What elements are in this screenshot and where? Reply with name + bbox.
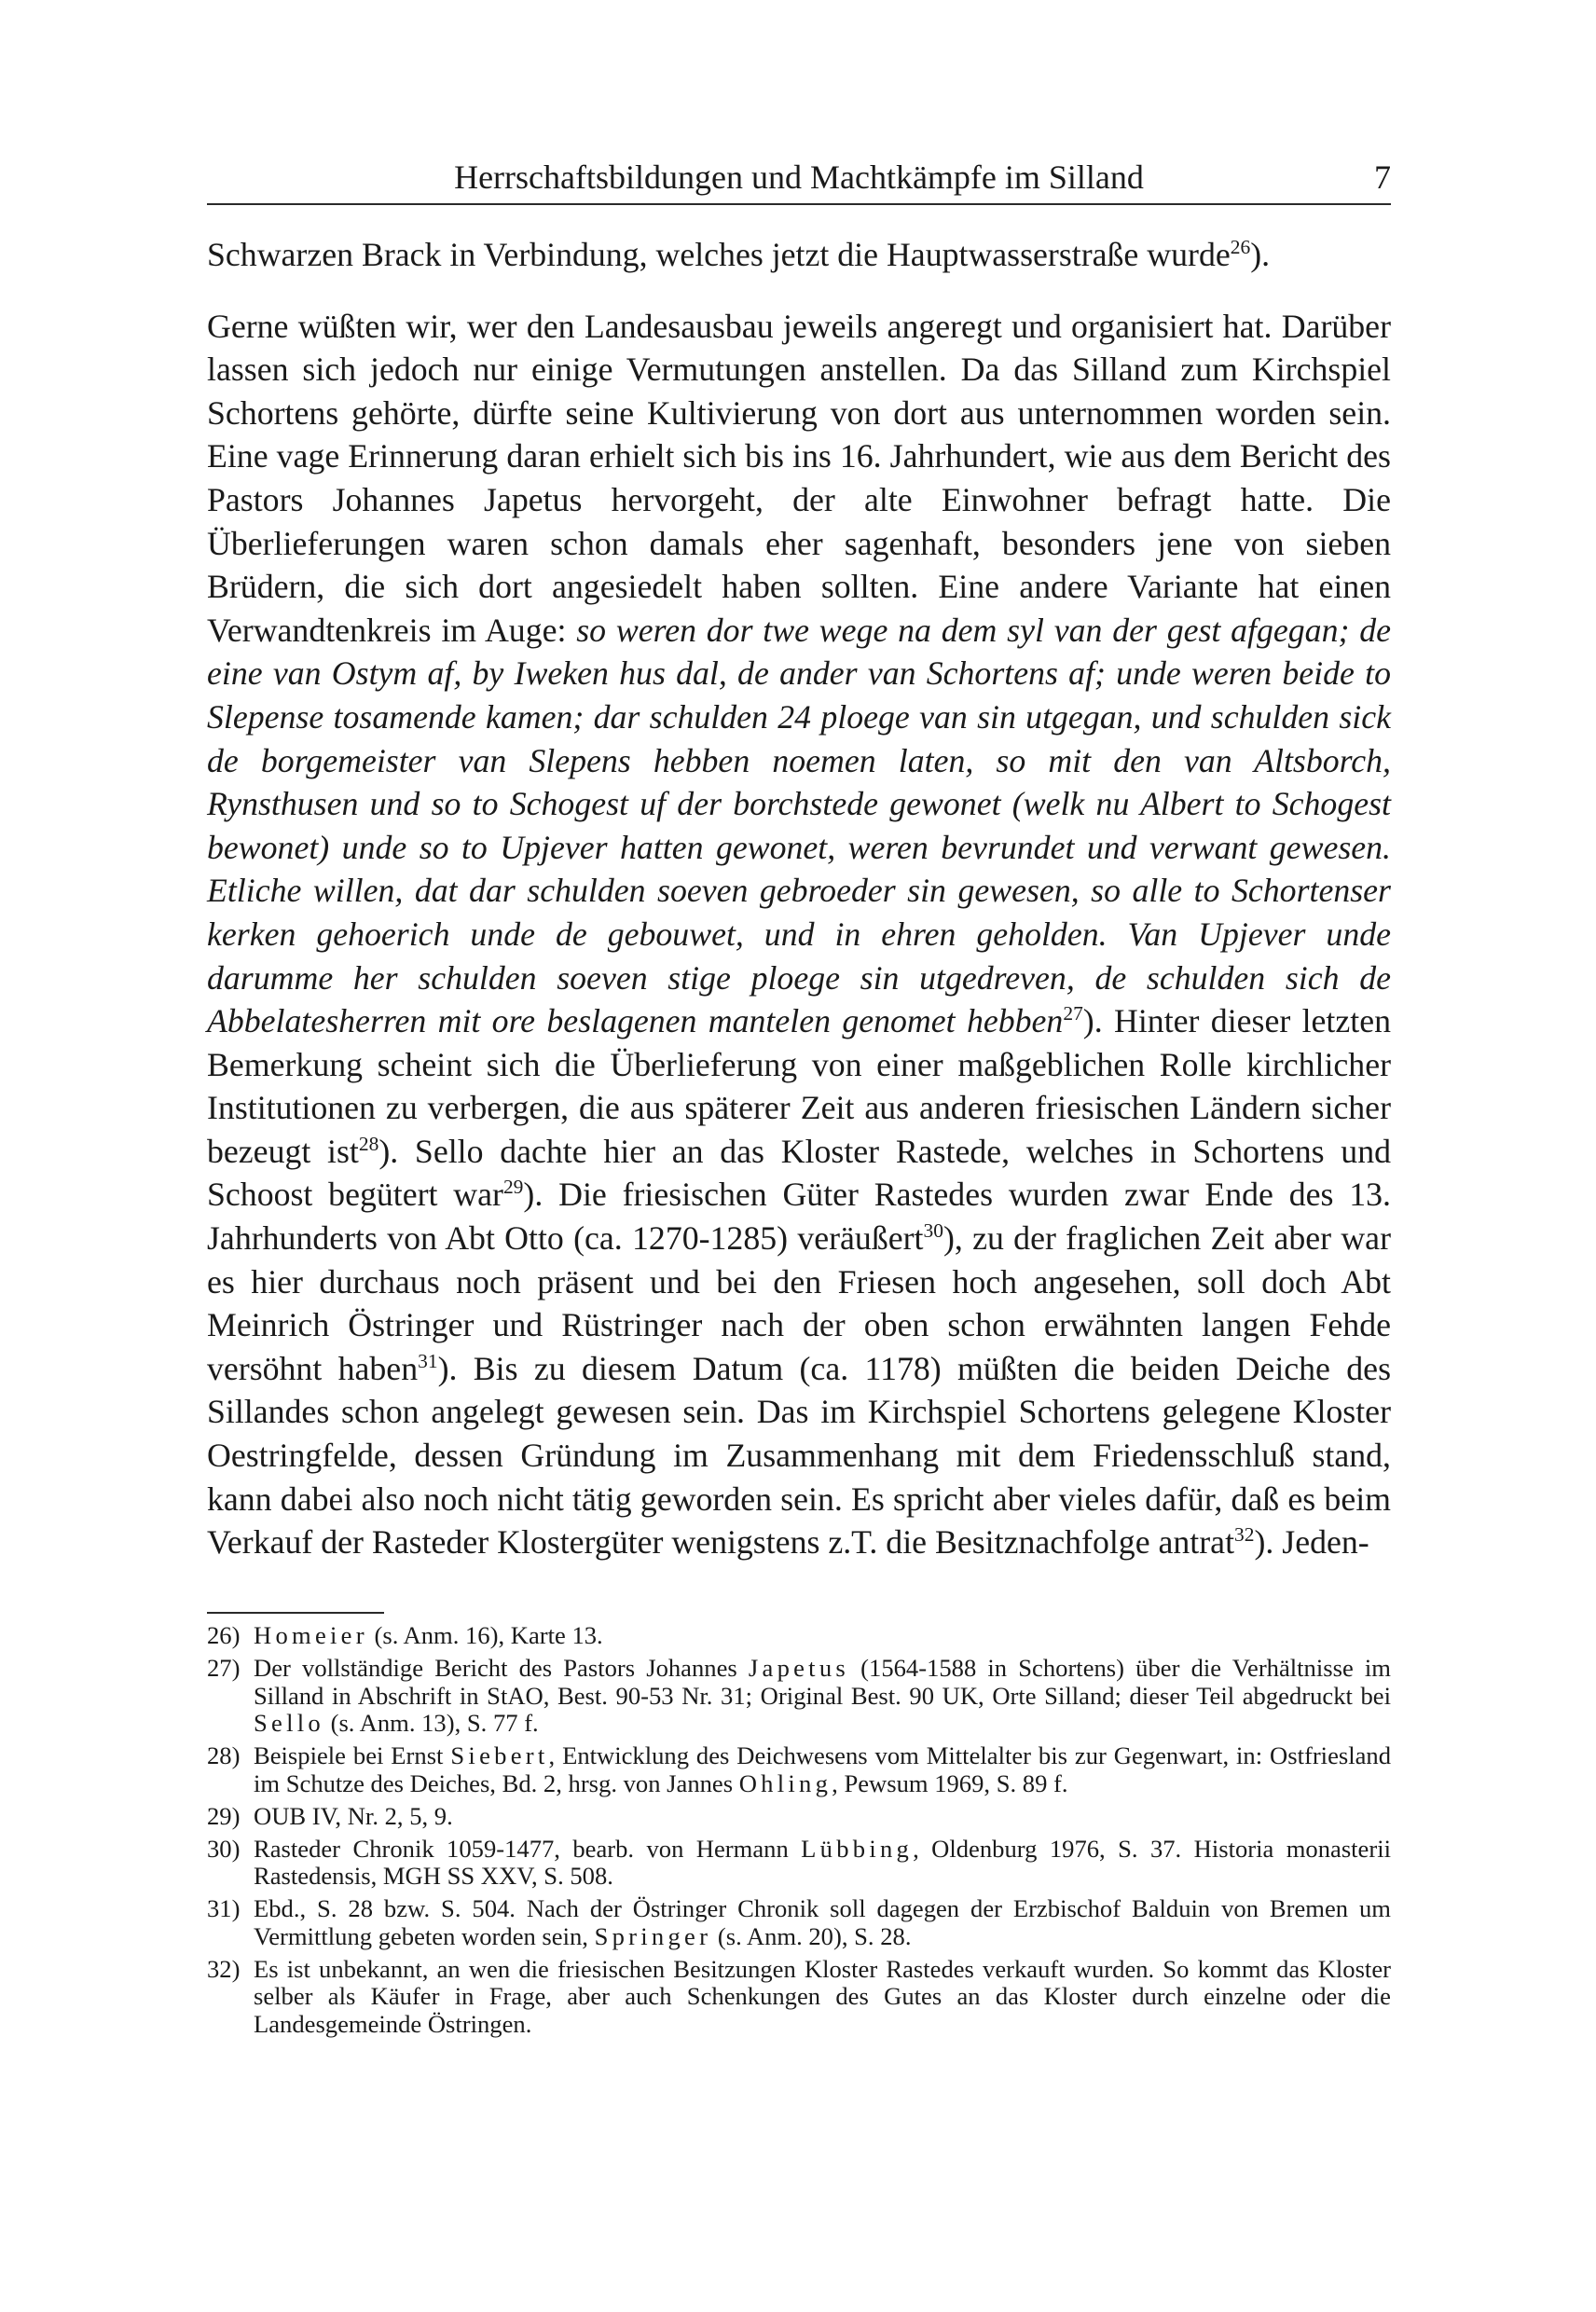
footnote-ref-30[interactable]: 30 — [923, 1219, 943, 1243]
footnote-number: 31) — [207, 1894, 241, 1922]
footnote-number: 28) — [207, 1741, 241, 1769]
author-name: Siebert — [450, 1741, 549, 1769]
footnote-28: 28) Beispiele bei Ernst Siebert, Entwicklung des Deichwesens vom Mittelalter bis zur Gegenwart, in: Ostfriesland im Schutze des Deiches, Bd. 2, hrsg. von Jannes Ohling, Pewsum 1969, S. 89 f. — [207, 1741, 1392, 1797]
author-name: Japetus — [748, 1654, 849, 1682]
paragraph-1: Schwarzen Brack in Verbindung, welches jetzt die Hauptwasserstraße wurde$^{26}$). — [207, 236, 1271, 273]
page-number: 7 — [1374, 158, 1391, 196]
paragraph-2: Gerne wüßten wir, wer den Landesausbau jeweils angeregt und organisiert hat. Darüber lassen sich jedoch nur einige Vermutungen anstellen. Da das Silland zum Kirchspiel Schortens gehörte, dürfte seine Kultivierung von dort aus unternommen worden sein. Eine vage Erinnerung daran erhielt sich bis ins 16. Jahrhundert, wie aus dem Bericht des Pastors Johannes Japetus hervorgeht, der alte Einwohner befragt hatte. Die Überlieferungen waren schon damals eher sagenhaft, besonders jene von sieben Brüdern, die sich dort angesiedelt haben sollten. Eine andere Variante hat einen Verwandtenkreis im Auge: so weren dor twe wege na dem syl van der gest afgegan; de eine van Ostym af, by Iweken hus dal, de ander van Schortens af; unde weren beide to Slepense tosamende kamen; dar schulden 24 ploege van sin utgegan, und schulden sick de borgemeister van Slepens hebben noemen laten, so mit den van Altsborch, Rynsthusen und so to Schogest uf der borchstede gewonet (welk nu Albert to Schogest bewonet) unde so to Upjever hatten gewonet, weren bevrundet und verwant gewesen. Etliche willen, dat dar schulden soeven gebroeder sin gewesen, so alle to Schortenser kerken gehoerich unde de gebouwet, und in ehren geholden. Van Upjever unde darumme her schulden soeven stige ploege sin utgedreven, de schulden sich de Abbelatesherren mit ore beslagenen mantelen genomet hebben$^{27}$). Hinter dieser letzten Bemerkung scheint sich die Überlieferung von einer maßgeblichen Rolle kirchlicher Institutionen zu verbergen, die aus späterer Zeit aus anderen friesischen Ländern sicher bezeugt ist$^{28}$). Sello dachte hier an das Kloster Rastede, welches in Schortens und Schoost begütert war$^{29}$). Die friesischen Güter Rastedes wurden zwar Ende des 13. Jahrhunderts von Abt Otto (ca. 1270-1285) veräußert$^{30}$), zu der fraglichen Zeit aber war es hier durchaus noch präsent und bei den Friesen hoch angesehen, soll doch Abt Meinrich Östringer und Rüstringer nach der oben schon erwähnten langen Fehde versöhnt haben$^{31}$). Bis zu diesem Datum (ca. 1178) müßten die beiden Deiche des Sillandes schon angelegt gewesen sein. Das im Kirchspiel Schortens gelegene Kloster Oestringfelde, dessen Gründung im Zusammenhang mit dem Friedensschluß stand, kann dabei also noch nicht tätig geworden sein. Es spricht aber vieles dafür, daß es beim Verkauf der Rasteder Klostergüter wenigstens z.T. die Besitznachfolge antrat$^{32}$). Jeden- — [207, 307, 1392, 1562]
footnote-32: 32) Es ist unbekannt, an wen die friesischen Besitzungen Kloster Rastedes verkauft wurden. So kommt das Kloster selber als Käufer in Frage, aber auch Schenkungen des Gutes an das Kloster durch einzelne oder die Landesgemeinde Östringen. — [207, 1954, 1391, 2038]
footnote-31: 31) Ebd., S. 28 bzw. S. 504. Nach der Östringer Chronik soll dagegen der Erzbischof Balduin von Bremen um Vermittlung gebeten worden sein, Springer (s. Anm. 20), S. 28. — [207, 1894, 1391, 1950]
footnote-ref-31[interactable]: 31 — [418, 1349, 438, 1372]
footnote-26: 26) Homeier (s. Anm. 16), Karte 13. — [207, 1621, 603, 1649]
author-name: Homeier — [254, 1621, 368, 1649]
running-head: Herrschaftsbildungen und Machtkämpfe im Silland — [454, 158, 1144, 196]
author-name: Lübbing — [801, 1834, 914, 1863]
footnote-number: 26) — [207, 1621, 241, 1649]
footnote-number: 29) — [207, 1801, 241, 1830]
footnote-27: 27) Der vollständige Bericht des Pastors Johannes Japetus (1564-1588 in Schortens) über die Verhältnisse im Silland in Abschrift in StAO, Best. 90-53 Nr. 31; Original Best. 90 UK, Orte Silland; dieser Teil abgedruckt bei Sello (s. Anm. 13), S. 77 f. — [207, 1654, 1391, 1737]
footnote-ref-32[interactable]: 32 — [1234, 1523, 1255, 1547]
footnote-ref-26[interactable]: 26 — [1230, 236, 1251, 259]
footnote-29: 29) OUB IV, Nr. 2, 5, 9. — [207, 1801, 453, 1830]
footnote-ref-27[interactable]: 27 — [1063, 1002, 1083, 1025]
footnote-number: 32) — [207, 1954, 241, 1983]
footnotes — [207, 1622, 1391, 2044]
author-name: Sello — [254, 1709, 324, 1737]
footnote-separator — [207, 1612, 384, 1614]
body-text — [207, 233, 1391, 1564]
footnote-number: 30) — [207, 1834, 241, 1863]
page-header — [207, 157, 1391, 205]
author-name: Springer — [594, 1921, 712, 1950]
footnote-ref-29[interactable]: 29 — [502, 1176, 524, 1199]
footnote-number: 27) — [207, 1654, 241, 1682]
footnote-30: 30) Rasteder Chronik 1059-1477, bearb. von Hermann Lübbing, Oldenburg 1976, S. 37. Historia monasterii Rastedensis, MGH SS XXV, S. 508. — [207, 1834, 1391, 1890]
author-name: Ohling — [738, 1768, 832, 1797]
quoted-report: so weren dor twe wege na dem syl van der gest afgegan; de eine van Ostym af, by Iweken hus dal, de ander van Schortens af; unde weren beide to Slepense tosamende kamen; dar schulden 24 ploege van sin utgegan, und schulden sick de borgemeister van Slepens hebben noemen laten, so mit den van Altsborch, Rynsthusen und so to Schogest uf der borchstede gewonet (welk nu Albert to Schogest bewonet) unde so to Upjever hatten gewonet, weren bevrundet und verwant gewesen. Etliche willen, dat dar schulden soeven gebroeder sin gewesen, so alle to Schortenser kerken gehoerich unde de gebouwet, und in ehren geholden. Van Upjever unde darumme her schulden soeven stige ploege sin utgedreven, de schulden sich de Abbelatesherren mit ore beslagenen mantelen genomet hebben — [207, 611, 1391, 1040]
footnote-ref-28[interactable]: 28 — [358, 1132, 379, 1155]
